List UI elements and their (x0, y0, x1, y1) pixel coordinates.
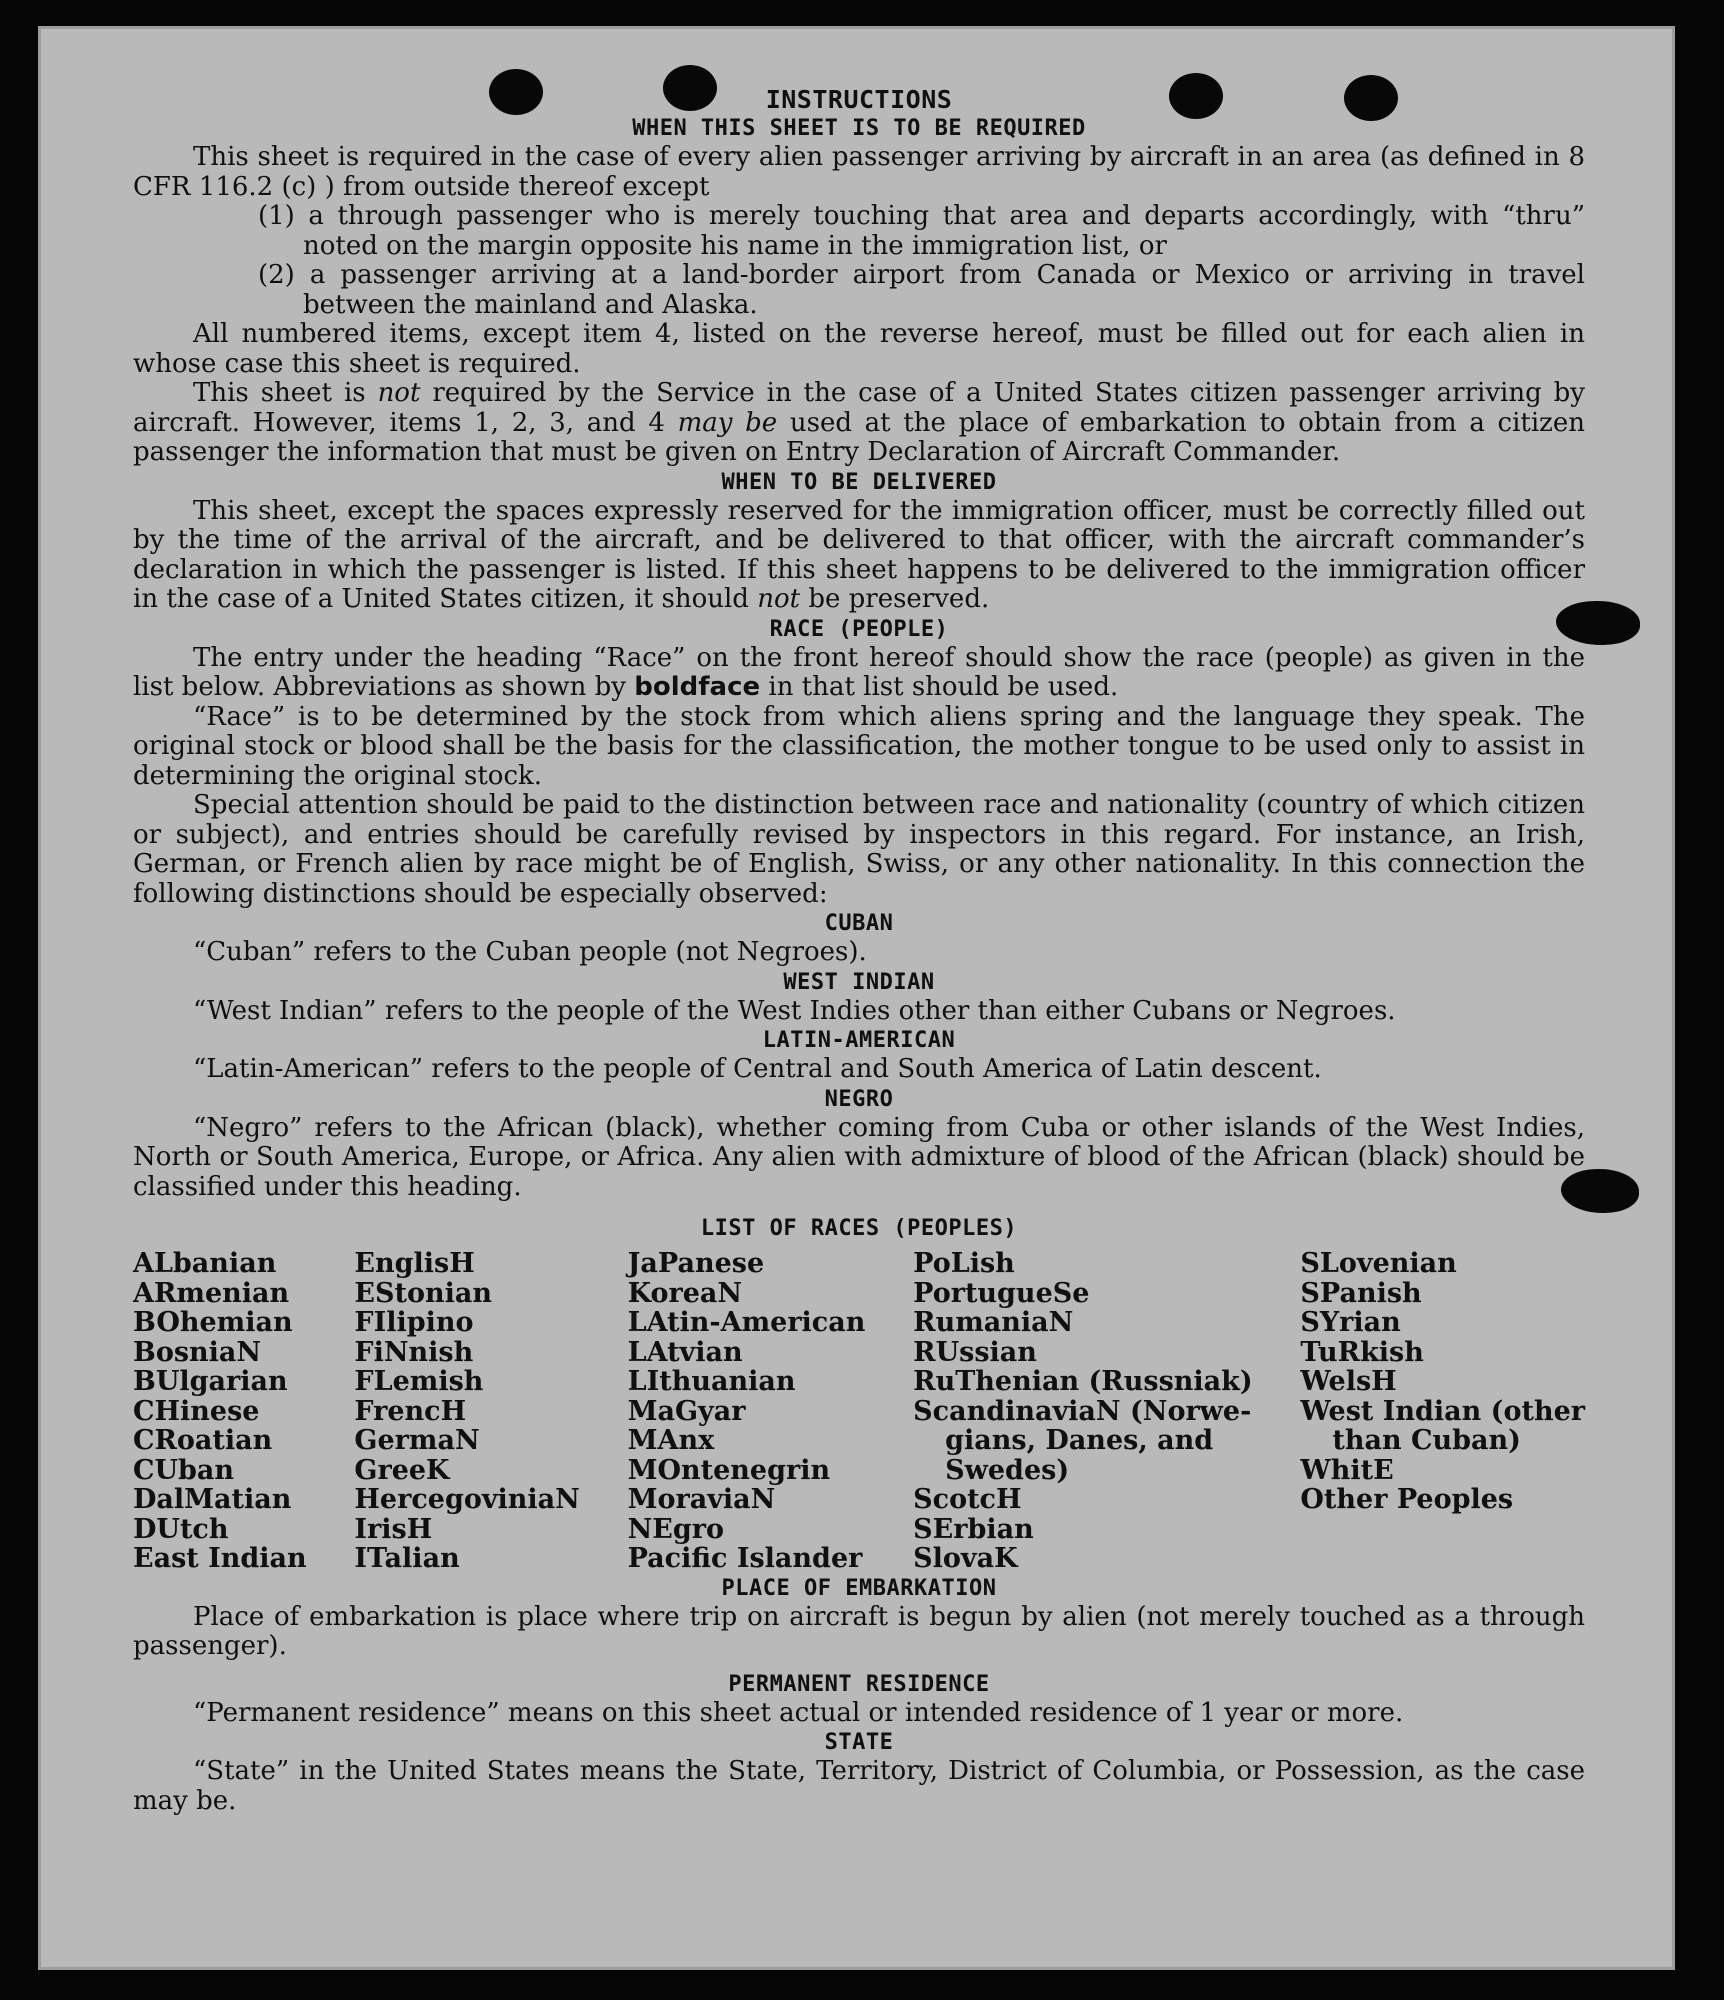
race-column (133, 1249, 307, 1574)
race-item: IrisH (354, 1513, 433, 1545)
race-item: FiNnish (354, 1336, 474, 1368)
section-heading: NEGRO (824, 1086, 894, 1112)
race-item: JaPanese (627, 1248, 765, 1279)
race-item: ScotcH (913, 1484, 1022, 1515)
document-sheet (38, 26, 1675, 1970)
race-item: East Indian (133, 1543, 307, 1574)
race-item: ITalian (354, 1543, 460, 1574)
paragraph: “Cuban” refers to the Cuban people (not Negroes). (193, 937, 867, 967)
instructions-content (133, 85, 1585, 1816)
race-list (133, 1249, 1585, 1574)
paragraph: “Race” is to be determined by the stock from which aliens spring and the language they speak. The original stock or blood shall be the basis for the classification, the mother tongue to be used only to assist in determining the original stock. (133, 701, 1585, 791)
race-item: MaGyar (627, 1395, 746, 1427)
list-item: (1) a through passenger who is merely touching that area and departs accordingly, with “thru” noted on the margin opposite his name in the immigration list, or (258, 201, 1585, 261)
race-item: SPanish (1300, 1277, 1422, 1309)
section-heading: LATIN-AMERICAN (762, 1028, 956, 1053)
race-item: SLovenian (1300, 1248, 1457, 1279)
section-heading: RACE (PEOPLE) (769, 616, 949, 642)
race-item: GermaN (354, 1425, 480, 1456)
race-item: NEgro (627, 1513, 724, 1545)
race-item: SYrian (1300, 1307, 1401, 1338)
race-item: CHinese (133, 1395, 260, 1427)
paragraph: “Permanent residence” means on this sheet actual or intended residence of 1 year or more. (193, 1697, 1404, 1728)
race-item: ARmenian (133, 1277, 290, 1309)
paragraph: This sheet is required in the case of every alien passenger arriving by aircraft in an area (as defined in 8 CFR 116.2 (c) ) from outside thereof except (133, 142, 1585, 202)
race-item: EnglisH (354, 1248, 475, 1279)
race-item: HercegoviniaN (354, 1484, 580, 1515)
page-title: INSTRUCTIONS (765, 85, 953, 114)
paragraph: Place of embarkation is place where trip on aircraft is begun by alien (not merely touched as a through passenger). (133, 1601, 1585, 1661)
race-item: LAtvian (627, 1336, 743, 1368)
race-item: RuThenian (Russniak) (913, 1366, 1253, 1397)
paragraph: “Latin-American” refers to the people of Central and South America of Latin descent. (193, 1054, 1322, 1084)
race-column (913, 1249, 1253, 1574)
race-item: DalMatian (133, 1484, 292, 1515)
race-item: KoreaN (627, 1277, 743, 1309)
section-heading: LIST OF RACES (PEOPLES) (700, 1216, 1018, 1241)
race-item: ALbanian (133, 1248, 277, 1279)
paragraph: “West Indian” refers to the people of the West Indies other than either Cubans or Negroes. (193, 995, 1396, 1026)
section-heading: WEST INDIAN (783, 969, 935, 995)
race-item: MAnx (627, 1425, 715, 1456)
race-column (354, 1249, 579, 1574)
race-item: BOhemian (133, 1307, 293, 1338)
race-item: TuRkish (1300, 1336, 1424, 1368)
section-heading: PERMANENT RESIDENCE (728, 1671, 990, 1697)
race-item: MoraviaN (627, 1484, 776, 1515)
race-item: PoLish (913, 1248, 1015, 1279)
race-column (628, 1249, 866, 1574)
race-item: gians, Danes, and (945, 1425, 1214, 1456)
race-item: FIlipino (354, 1307, 474, 1338)
race-item: WelsH (1300, 1366, 1397, 1397)
paragraph: All numbered items, except item 4, listed on the reverse hereof, must be filled out for each alien in whose case this sheet is required. (133, 319, 1585, 379)
race-item: SlovaK (913, 1543, 1018, 1574)
race-item: LAtin-American (627, 1307, 866, 1338)
list-item: (2) a passenger arriving at a land-border airport from Canada or Mexico or arriving in travel between the mainland and Alaska. (258, 260, 1585, 320)
race-item: Pacific Islander (627, 1543, 863, 1574)
race-item: FLemish (354, 1366, 484, 1397)
paragraph: “Negro” refers to the African (black), whether coming from Cuba or other islands of the West Indies, North or South America, Europe, or Africa. Any alien with admixture of blood of the African (black) should be classified under this heading. (133, 1112, 1585, 1202)
race-item: CUban (133, 1454, 235, 1486)
paragraph: Special attention should be paid to the distinction between race and nationality (country of which citizen or subject), and entries should be carefully revised by inspectors in this regard. For instance, an Irish, German, or French alien by race might be of English, Swiss, or any other nationality. In this connection the following distinctions should be especially observed: (133, 790, 1585, 909)
race-item: RumaniaN (913, 1307, 1074, 1338)
race-item: West Indian (other (1300, 1395, 1585, 1427)
race-item: FrencH (354, 1395, 467, 1427)
race-item: EStonian (354, 1277, 492, 1309)
paragraph: This sheet, except the spaces expressly reserved for the immigration officer, must be correctly filled out by the time of the arrival of the aircraft, and be delivered to that officer, with the aircraft commander’s declaration in which the passenger is listed. If this sheet happens to be delivered to the immigration officer in the case of a United States citizen, it should not be preserved. (133, 495, 1585, 614)
paragraph: “State” in the United States means the State, Territory, District of Columbia, or Possession, as the case may be. (133, 1756, 1585, 1816)
race-item: MOntenegrin (627, 1454, 831, 1486)
race-item: Swedes) (945, 1454, 1070, 1486)
race-item: PortugueSe (913, 1277, 1090, 1309)
race-item: BosniaN (133, 1336, 262, 1368)
race-item: DUtch (133, 1513, 229, 1545)
paragraph: The entry under the heading “Race” on the front hereof should show the race (people) as given in the list below. Abbreviations as shown by boldface in that list should be used. (133, 642, 1585, 702)
race-item: BUlgarian (133, 1366, 288, 1397)
race-item: than Cuban) (1332, 1425, 1521, 1456)
race-item: Other Peoples (1300, 1484, 1514, 1515)
section-heading: STATE (824, 1730, 894, 1755)
section-heading: CUBAN (824, 911, 894, 936)
race-item: CRoatian (133, 1425, 273, 1456)
race-item: ScandinaviaN (Norwe- (913, 1395, 1252, 1427)
section-heading: WHEN THIS SHEET IS TO BE REQUIRED (632, 116, 1086, 141)
section-heading: PLACE OF EMBARKATION (721, 1575, 997, 1601)
race-item: LIthuanian (627, 1366, 796, 1397)
race-item: SErbian (913, 1513, 1034, 1545)
race-item: RUssian (913, 1336, 1037, 1368)
paragraph: This sheet is not required by the Service in the case of a United States citizen passenger arriving by aircraft. However, items 1, 2, 3, and 4 may be used at the place of embarkation to obtain from a citizen passenger the information that must be given on Entry Declaration of Aircraft Commander. (133, 378, 1585, 467)
race-item: GreeK (354, 1454, 450, 1486)
race-item: WhitE (1300, 1454, 1394, 1486)
race-column (1300, 1249, 1585, 1574)
section-heading: WHEN TO BE DELIVERED (721, 469, 997, 495)
